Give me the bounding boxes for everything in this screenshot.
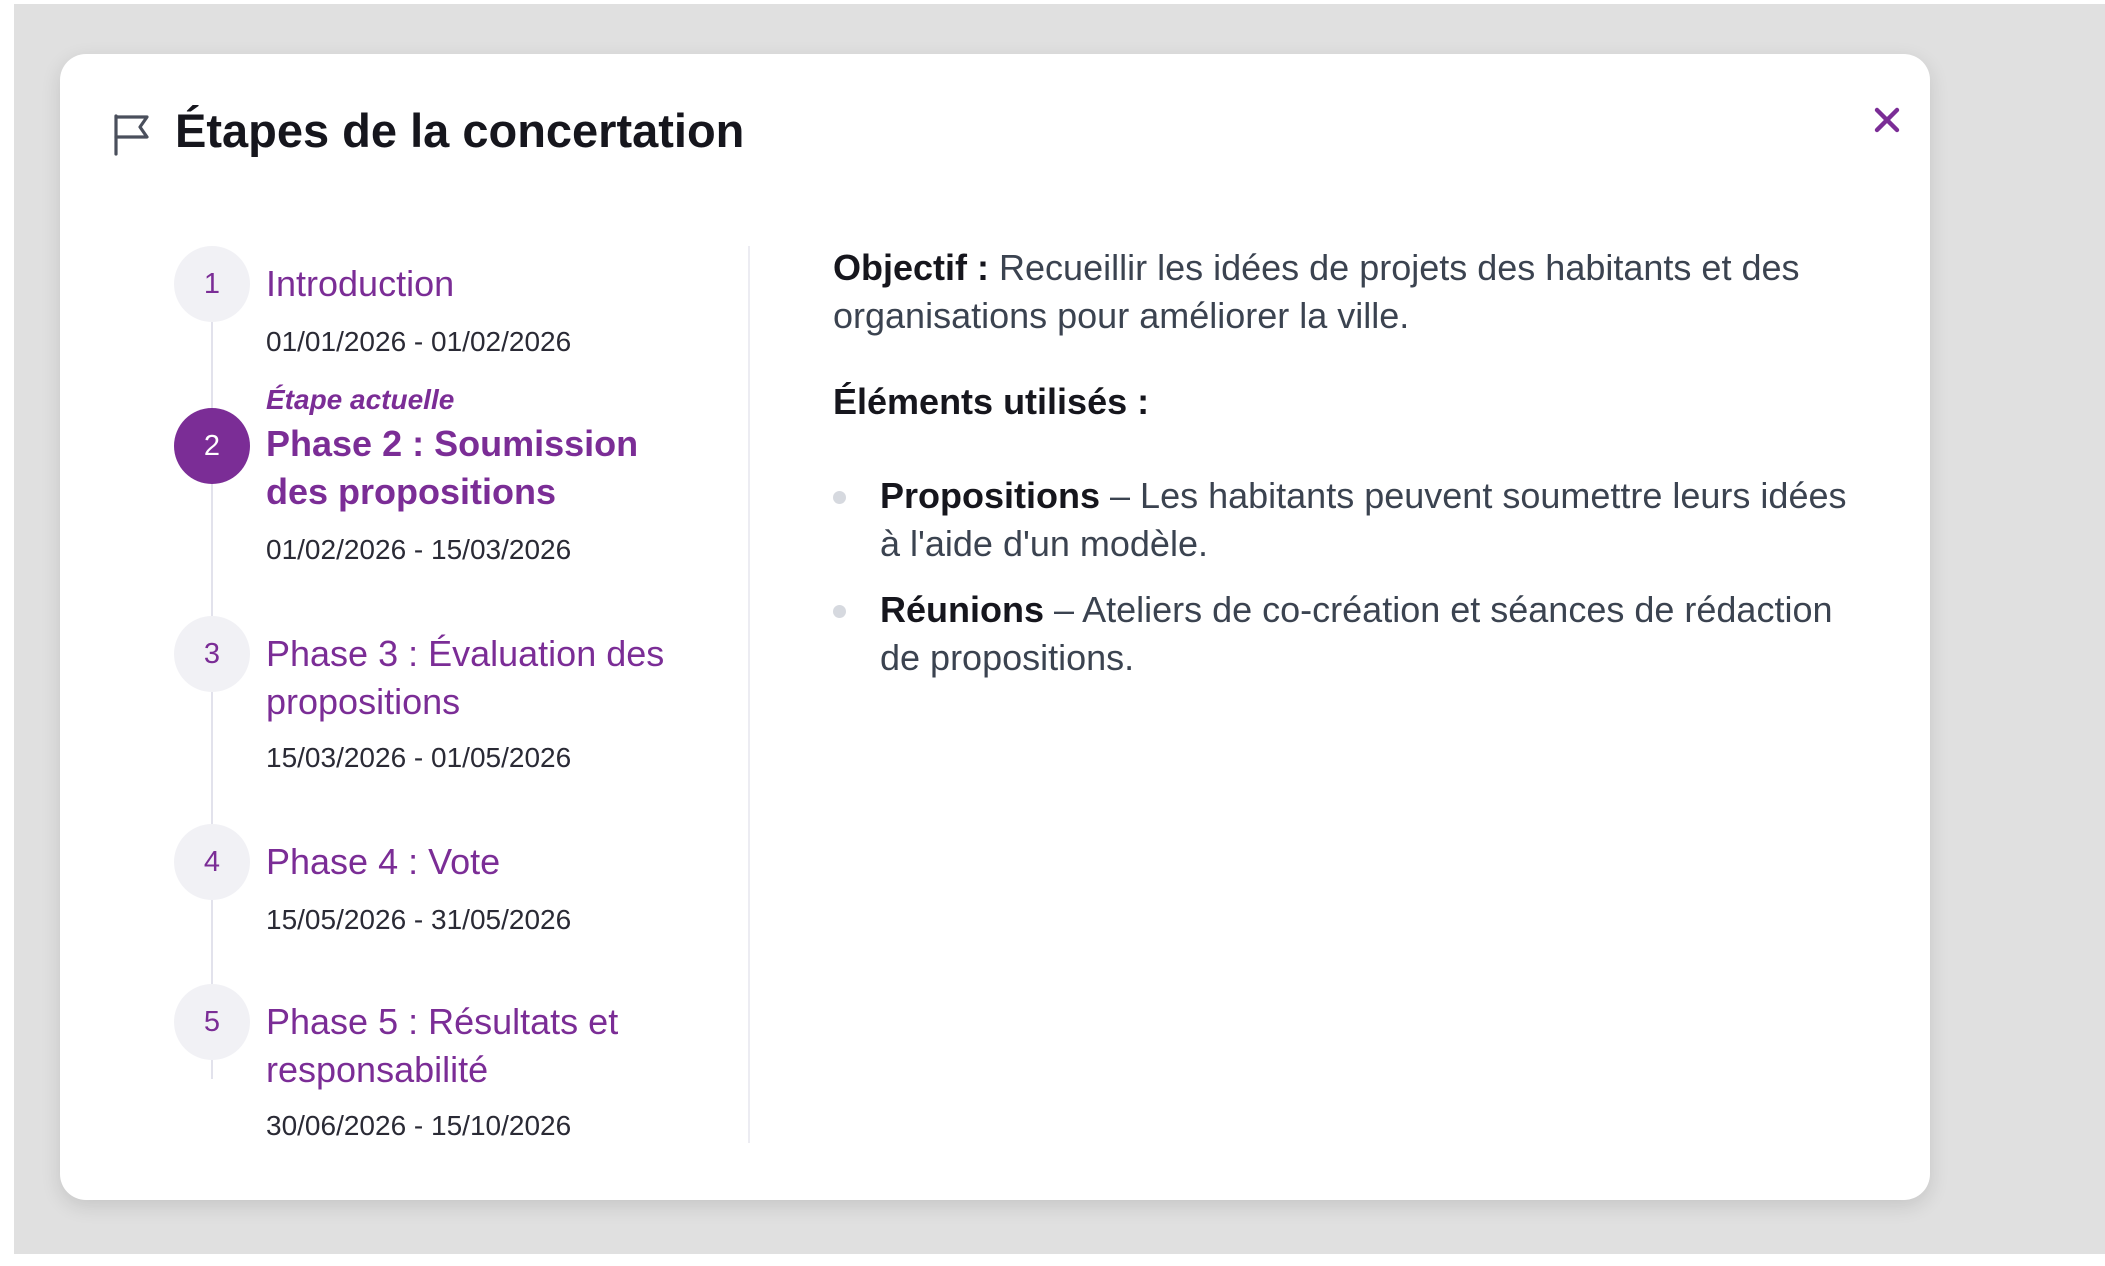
step-dates: 01/02/2026 - 15/03/2026 <box>266 534 572 565</box>
step-details <box>833 244 1873 700</box>
step-number: 4 <box>174 824 250 900</box>
flag-icon <box>112 112 154 156</box>
objective <box>833 244 1873 340</box>
step-number: 1 <box>174 246 250 322</box>
step-dates: 15/03/2026 - 01/05/2026 <box>266 742 572 773</box>
step-number: 3 <box>174 616 250 692</box>
bullet-icon <box>833 491 846 504</box>
step-number: 2 <box>174 408 250 484</box>
bullet-icon <box>833 605 846 618</box>
close-button[interactable] <box>1863 96 1911 144</box>
element-description: – Ateliers de co-création et séances de rédaction de propositions. <box>880 589 1833 678</box>
list-item <box>833 472 1873 568</box>
step-5[interactable] <box>174 984 734 1194</box>
step-title: Phase 5 : Résultats et responsabilité <box>266 1001 619 1090</box>
current-step-tag: Étape actuelle <box>266 384 455 415</box>
close-icon <box>1863 96 1911 144</box>
step-dates: 30/06/2026 - 15/10/2026 <box>266 1110 572 1141</box>
step-3[interactable] <box>174 616 734 826</box>
objective-text: Recueillir les idées de projets des habitants et des organisations pour améliorer la ville. <box>833 247 1800 336</box>
modal-title: Étapes de la concertation <box>175 104 745 157</box>
step-title: Introduction <box>266 263 455 304</box>
element-description: – Les habitants peuvent soumettre leurs idées à l'aide d'un modèle. <box>880 475 1847 564</box>
objective-label: Objectif : <box>833 247 990 288</box>
step-dates: 01/01/2026 - 01/02/2026 <box>266 326 572 357</box>
step-dates: 15/05/2026 - 31/05/2026 <box>266 904 572 935</box>
step-number: 5 <box>174 984 250 1060</box>
elements-list <box>833 472 1873 682</box>
column-divider <box>748 246 750 1143</box>
element-name: Propositions <box>880 475 1101 516</box>
list-item <box>833 586 1873 682</box>
elements-heading: Éléments utilisés : <box>833 381 1150 422</box>
step-title: Phase 4 : Vote <box>266 841 501 882</box>
phases-modal <box>60 54 1930 1200</box>
step-2[interactable] <box>174 384 734 624</box>
step-title: Phase 2 : Soumission des propositions <box>266 423 639 512</box>
step-title: Phase 3 : Évaluation des propositions <box>266 633 665 722</box>
step-4[interactable] <box>174 824 734 984</box>
element-name: Réunions <box>880 589 1045 630</box>
